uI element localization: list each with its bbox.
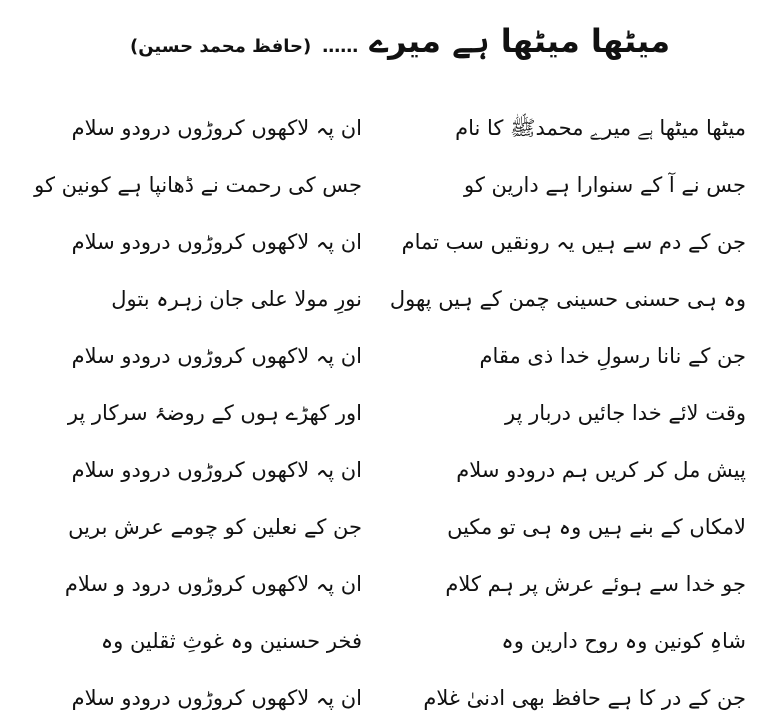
title-row [120,20,680,80]
title-dots: …… [322,36,359,57]
poem-author: (حافظ محمد حسین) [130,36,312,57]
refrain-line: ان پہ لاکھوں کروڑوں درودو سلام [71,686,362,710]
refrain-line: ان پہ لاکھوں کروڑوں درودو سلام [71,116,362,140]
verse-line: شاہِ کونین وہ روح دارین وہ [501,629,746,653]
left-column [2,100,362,727]
verse-line: جن کے نعلین کو چومے عرش بریں [68,515,362,539]
refrain-line: ان پہ لاکھوں کروڑوں درودو سلام [71,344,362,368]
verse-line: جن کے نانا رسولِ خدا ذی مقام [479,344,746,368]
poem-title: میٹھا میٹھا ہے میرے [369,22,670,60]
verse-line: پیش مل کر کریں ہم درودو سلام [456,458,746,482]
verse-line: اور کھڑے ہوں کے روضۂ سرکار پر [67,401,362,425]
verse-line: وہ ہی حسنی حسینی چمن کے ہیں پھول [389,287,746,311]
verse-line: جس نے آ کے سنوارا ہے دارین کو [464,173,746,197]
verse-line: جن کے در کا ہے حافظ بھی ادنیٰ غلام [423,686,746,710]
verse-line: لامکاں کے بنے ہیں وہ ہی تو مکیں [447,515,746,539]
verse-line: جن کے دم سے ہیں یہ رونقیں سب تمام [401,230,746,254]
refrain-line: ان پہ لاکھوں کروڑوں درودو سلام [71,230,362,254]
verse-line: میٹھا میٹھا ہے میرے محمدﷺ کا نام [455,116,746,140]
verse-line: نورِ مولا علی جان زہرہ بتول [111,287,362,311]
right-column [386,100,746,727]
refrain-line: ان پہ لاکھوں کروڑوں درودو سلام [71,458,362,482]
refrain-line: ان پہ لاکھوں کروڑوں درود و سلام [64,572,362,596]
verse-line: جس کی رحمت نے ڈھانپا ہے کونین کو [34,173,362,197]
verse-line: فخر حسنین وہ غوثِ ثقلین وہ [100,629,362,653]
verse-line: جو خدا سے ہوئے عرش پر ہم کلام [445,572,746,596]
verse-line: وقت لائے خدا جائیں دربار پر [505,401,746,425]
